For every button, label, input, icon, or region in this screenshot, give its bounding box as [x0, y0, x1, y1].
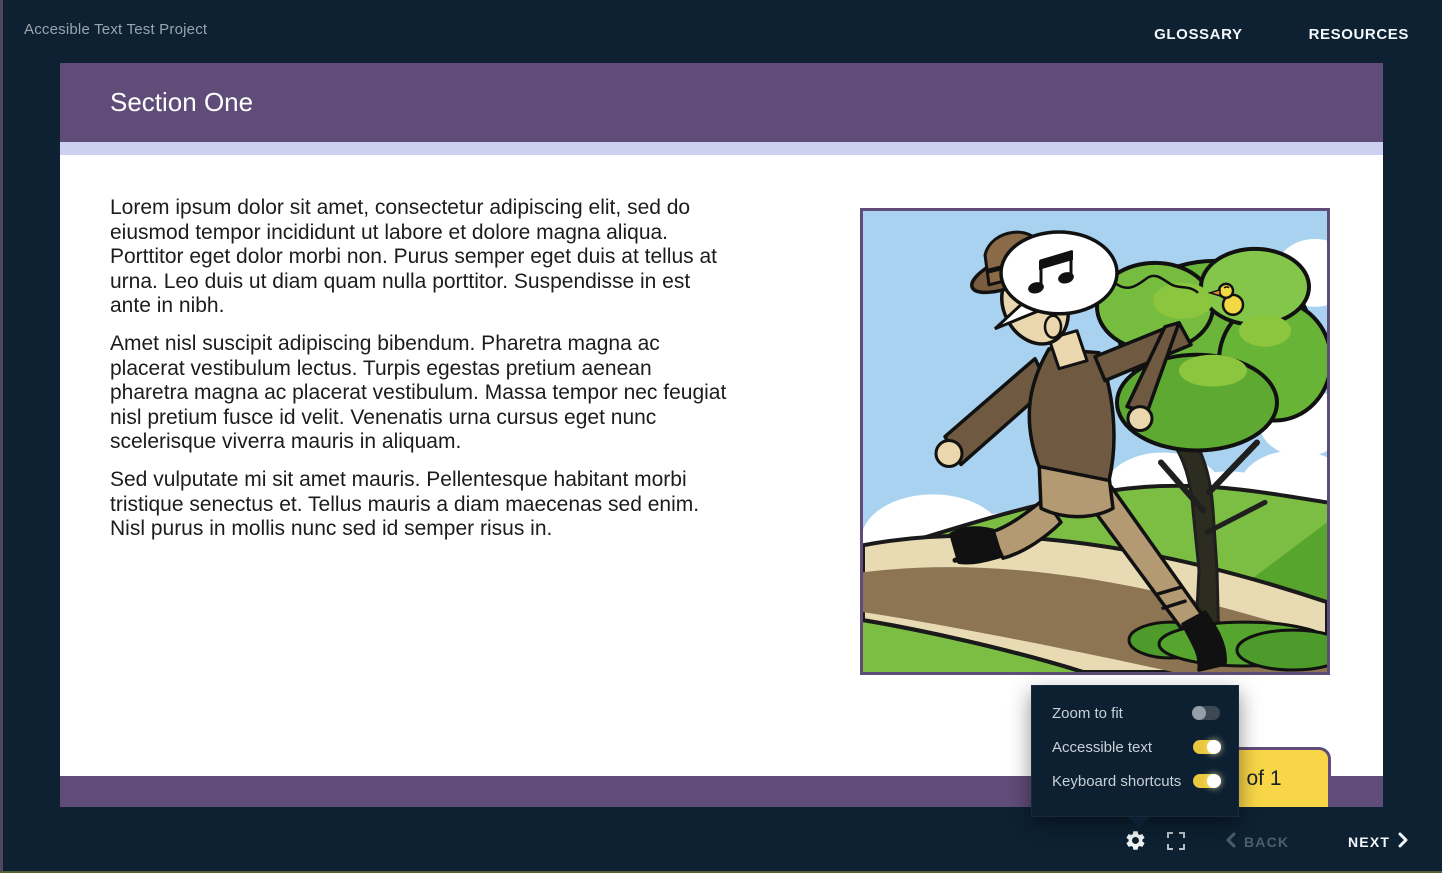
toggle-zoom-to-fit[interactable]	[1193, 706, 1220, 720]
gear-icon	[1124, 839, 1147, 856]
settings-menu	[1031, 685, 1239, 817]
header-accent-strip	[60, 142, 1383, 155]
next-button[interactable]	[1348, 832, 1408, 851]
slide-title: Section One	[110, 87, 254, 117]
slide-body	[60, 155, 1383, 776]
toggle-knob	[1207, 740, 1221, 754]
popup-caret	[1128, 817, 1150, 828]
back-button[interactable]	[1226, 832, 1289, 851]
project-title: Accesible Text Test Project	[24, 21, 208, 38]
menu-item-label: Zoom to fit	[1052, 704, 1123, 722]
glossary-link[interactable]: GLOSSARY	[1154, 26, 1243, 43]
toggle-keyboard-shortcuts[interactable]	[1193, 774, 1220, 788]
menu-item-label: Keyboard shortcuts	[1052, 772, 1182, 790]
menu-item-accessible-text[interactable]	[1052, 730, 1220, 764]
chevron-left-icon	[1226, 832, 1236, 851]
toggle-knob	[1207, 774, 1221, 788]
body-text	[110, 196, 732, 555]
paragraph: Amet nisl suscipit adipiscing bibendum. Pharetra magna ac placerat vestibulum lectus. Turpis egestas pretium aenean pharetra magna ac placerat vestibulum. Massa tempor nec feugiat nisl pretium fusce id velit. Venenatis urna cursus eget nunc scelerisque viverra mauris in aliquam.	[110, 331, 727, 454]
resources-link[interactable]: RESOURCES	[1308, 26, 1409, 43]
paragraph: Lorem ipsum dolor sit amet, consectetur adipiscing elit, sed do eiusmod tempor incididunt ut labore et dolore magna aliqua. Porttitor eget dolor morbi non. Purus semper eget duis at tellus at urna. Leo duis ut diam quam nulla porttitor. Suspendisse in est ante in nibh.	[110, 196, 717, 318]
toggle-accessible-text[interactable]	[1193, 740, 1220, 754]
fullscreen-button[interactable]	[1167, 832, 1185, 855]
menu-item-keyboard-shortcuts[interactable]	[1052, 764, 1220, 798]
next-button-label: NEXT	[1348, 833, 1391, 850]
slide-counter-label: of 1	[1246, 766, 1282, 790]
fullscreen-icon	[1167, 837, 1185, 854]
cartoon-illustration	[860, 208, 1330, 675]
chevron-right-icon	[1398, 832, 1408, 851]
slide-header	[60, 63, 1383, 142]
menu-item-label: Accessible text	[1052, 738, 1153, 756]
paragraph: Sed vulputate mi sit amet mauris. Pellentesque habitant morbi tristique senectus et. Tellus mauris a diam maecenas sed enim. Nisl purus in mollis nunc sed id semper risus in.	[110, 467, 700, 541]
left-edge-strip	[0, 0, 3, 873]
back-button-label: BACK	[1244, 833, 1290, 850]
settings-button[interactable]	[1124, 829, 1147, 857]
menu-item-zoom-to-fit[interactable]	[1052, 696, 1220, 730]
top-nav	[1154, 26, 1409, 43]
toggle-knob	[1192, 706, 1206, 720]
